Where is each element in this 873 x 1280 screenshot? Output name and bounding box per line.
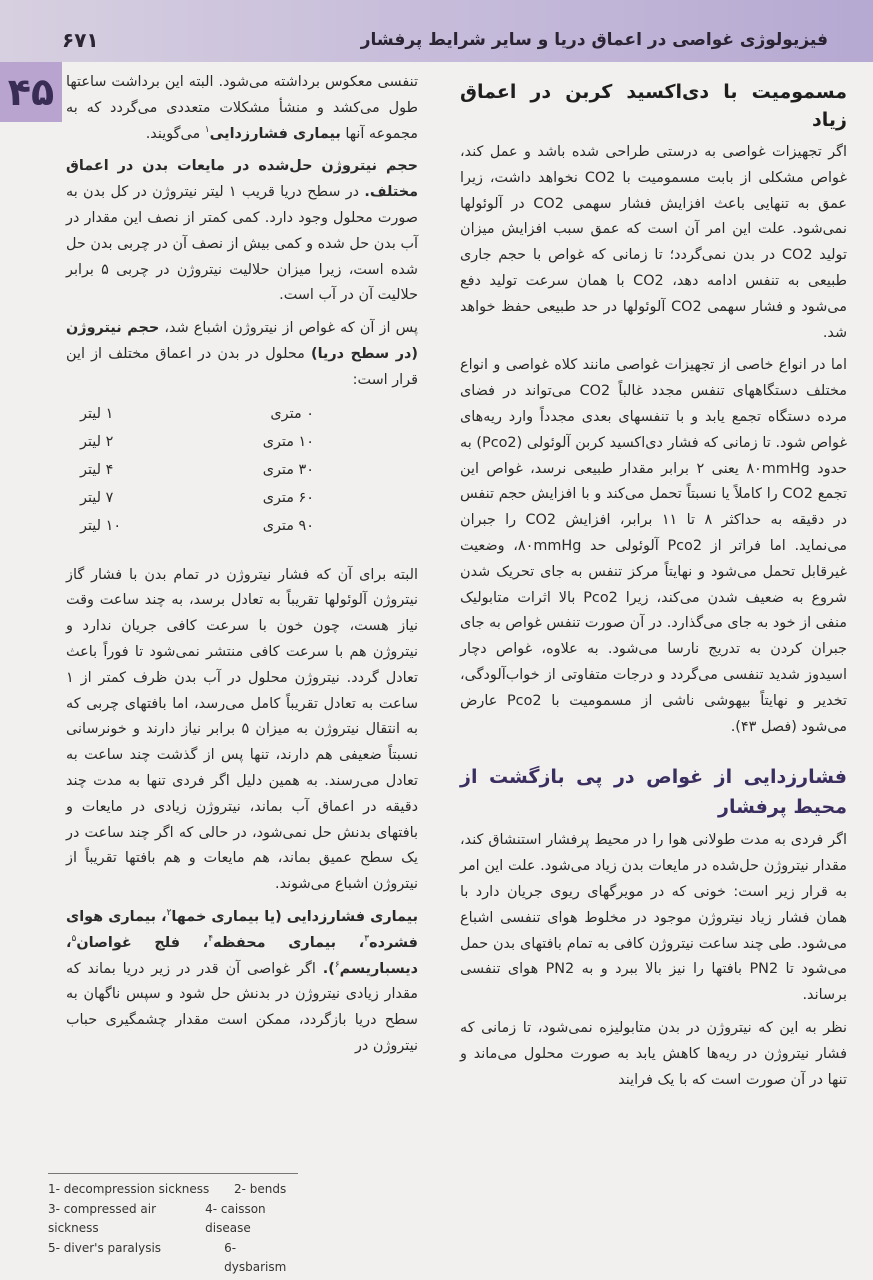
text: اگر غواصی آن قدر در زیر دریا بماند که مقدار زیادی نیتروژن در بدنش حل شود و سپس ناگهان به سطح دریا بازگردد، ممکن است مقدار چشمگیری حباب نیتروژن در <box>66 960 418 1054</box>
footnote: 2- bends <box>234 1182 287 1196</box>
section-heading-decompression: فشارزدایی از غواص در پی بازگشت از محیط پرفشار <box>460 766 847 819</box>
depth-cell: ۹۰ متری <box>262 517 314 534</box>
depth-cell: ۶۰ متری <box>262 489 314 506</box>
term: ، بیماری هوای فشرده <box>66 908 418 951</box>
paragraph: اگر تجهیزات غواصی به درستی طراحی شده باشد و عمل کند، غواص مشکلی از بابت مسمومیت با CO2 نخواهد داشت، زیرا عمق به تنهایی باعث افزایش فشار سهمی CO2 در آلوئولها نمی‌شود. علت این امر آن است که عمق سبب افزایش میزان تولید CO2 در بدن نمی‌گردد؛ تا زمانی که غواص با حجم جاری طبیعی به تنفس ادامه دهد، CO2 با همان سرعت تولید دفع می‌شود و فشار سهمی CO2 آلوئولها در حد طبیعی حفظ خواهد شد. <box>460 144 848 341</box>
depth-cell: ۱۰ متری <box>262 433 314 450</box>
page-header <box>0 0 873 62</box>
footnote: 5- diver's paralysis <box>48 1240 162 1255</box>
table-row <box>72 401 410 429</box>
paragraph <box>66 70 418 147</box>
right-column <box>460 70 847 1100</box>
footnote-row <box>48 1239 298 1278</box>
text: می‌گویند. <box>145 125 205 142</box>
footnote-ref: ۱ <box>204 124 210 135</box>
text: پس از آن که غواص از نیتروژن اشباع شد، <box>159 320 418 337</box>
table-row <box>72 457 410 485</box>
footnote-row <box>48 1200 298 1239</box>
footnote: 3- compressed air sickness <box>48 1201 157 1235</box>
chapter-tab: ۴۵ <box>0 62 62 122</box>
volume-cell: ۲ لیتر <box>80 433 114 450</box>
footnote: 1- decompression sickness <box>48 1182 210 1196</box>
paragraph <box>66 154 418 309</box>
term: بیماری فشارزدایی <box>209 125 341 142</box>
text: در سطح دریا قریب ۱ لیتر نیتروژن در کل بدن به صورت محلول وجود دارد. کمی کمتر از نصف این مقدار در آب بدن حل شده و کمی بیش از نصف آن در چربی بدن حل شده است، زیرا میزان حلالیت نیتروژن در چربی ۵ برابر حلالیت آن در آب است. <box>66 184 418 304</box>
nitrogen-depth-table <box>72 401 410 541</box>
footnote-ref: ۶ <box>334 959 340 970</box>
paragraph: اگر فردی به مدت طولانی هوا را در محیط پرفشار استنشاق کند، مقدار نیتروژن حل‌شده در مایعات بدن زیاد می‌شود. علت این امر به قرار زیر است: خونی که در مویرگهای ریوی جریان دارد با همان فشار زیاد نیتروژن موجود در مخلوط هوای تنفسی اشباع می‌شود. طی چند ساعت نیتروژن کافی به تمام بافتهای بدن حمل می‌شود تا PN2 بافتها را نیز بالا ببرد و به PN2 هوای تنفسی برساند. <box>460 832 847 1004</box>
term: ، فلج غواصان <box>76 934 209 951</box>
volume-cell: ۱۰ لیتر <box>80 517 122 534</box>
run-in-heading: حجم نیتروژن حل‌شده در مایعات بدن در اعماق مختلف. <box>66 158 418 201</box>
footnotes <box>48 1173 298 1278</box>
paragraph <box>66 316 418 393</box>
running-title: فیزیولوژی غواصی در اعماق دریا و سایر شرایط پرفشار <box>360 30 828 50</box>
footnote-ref: ۳ <box>364 933 370 944</box>
text: تنفسی معکوس برداشته می‌شود. البته این برداشت ساعتها طول می‌کشد و منشأ مشکلات متعددی می‌گردد که به مجموعه آنها <box>66 74 418 142</box>
term: حجم نیتروژن (در سطح دریا) <box>66 320 418 362</box>
term: ، دیسباریسم <box>66 934 418 977</box>
paragraph: نظر به این که نیتروژن در بدن متابولیزه نمی‌شود، تا زمانی که فشار نیتروژن در ریه‌ها کاهش یابد به صورت محلول می‌ماند و تنها در آن صورت است که با یک فرایند <box>460 1019 847 1088</box>
depth-cell: ۰ متری <box>270 405 314 422</box>
footnote: 6- dysbarism <box>224 1240 287 1274</box>
volume-cell: ۴ لیتر <box>80 461 114 478</box>
footnote-row <box>48 1180 298 1200</box>
table-row <box>72 485 410 513</box>
paragraph: اما در انواع خاصی از تجهیزات غواصی مانند کلاه غواصی و انواع مختلف دستگاههای تنفس مجدد غالباً CO2 می‌تواند در فضای مرده دستگاه تجمع یابد و با تنفسهای بعدی مجدداً وارد ریه‌های غواص شود. تا زمانی که فشار دی‌اکسید کربن آلوئولی (Pco2) به حدود ۸۰mmHg یعنی ۲ برابر مقدار طبیعی نرسد، غواص این تجمع CO2 را کاملاً یا نسبتاً تحمل می‌کند و با افزایش حجم تنفس در دقیقه به حداکثر ۸ تا ۱۱ برابر، افزایش CO2 را جبران می‌نماید. اما فراتر از Pco2 آلوئولی حد ۸۰mmHg، وضعیت غیرقابل تحمل می‌شود و نهایتاً مرکز تنفس به جای تحریک شدن شروع به ضعیف شدن می‌کند، زیرا Pco2 بالا اثرات متابولیک منفی از خود به جای می‌گذارد. در آن صورت تنفس غواص به جای جبران کردن به تدریج نارسا می‌شود. به علاوه، غواص دچار اسیدوز شدید تنفسی می‌گردد و درجات متفاوتی از خواب‌آلودگی، تخدیر و نهایتاً بیهوشی ناشی از مسمومیت با Pco2 عارض می‌شود (فصل ۴۳). <box>460 357 848 735</box>
footnote: 4- caisson disease <box>205 1201 266 1235</box>
page-number: ۶۷۱ <box>62 28 99 52</box>
term: ، بیماری محفظه <box>213 934 365 951</box>
volume-cell: ۷ لیتر <box>80 489 114 506</box>
table-row <box>72 429 410 457</box>
footnote-ref: ۲ <box>166 908 172 919</box>
table-row <box>72 513 410 541</box>
depth-cell: ۳۰ متری <box>262 461 314 478</box>
text: محلول در بدن در اعماق مختلف از این قرار است: <box>66 345 418 388</box>
section-heading-co2: مسمومیت با دی‌اکسید کربن در اعماق زیاد <box>460 81 847 131</box>
term: بیماری فشارزدایی (یا بیماری خمها <box>171 908 418 925</box>
footnote-ref: ۵ <box>71 933 77 944</box>
left-column <box>66 70 418 1067</box>
volume-cell: ۱ لیتر <box>80 405 114 422</box>
paragraph <box>66 905 418 1060</box>
footnote-ref: ۴ <box>208 933 214 944</box>
term: ). <box>322 960 335 977</box>
paragraph: البته برای آن که فشار نیتروژن در تمام بدن با فشار گاز نیتروژن آلوئولها تقریباً به تعادل برسد، به چند ساعت وقت نیاز هست، چون خون با سرعت کافی جریان ندارد و نیتروژن هم با سرعت کافی منتشر نمی‌شود تا فوراً باعث تعادل گردد. نیتروژن محلول در آب بدن ظرف کمتر از ۱ ساعت به تعادل تقریباً کامل می‌رسد، اما بافتهای چربی که به انتقال نیتروژن به میزان ۵ برابر نیاز دارند و خونرسانی نسبتاً ضعیفی هم دارند، تنها پس از گذشت چند ساعت به تعادل می‌رسند. به همین دلیل اگر فردی تنها به مدت چند دقیقه در اعماق آب بماند، نیتروژن زیادی در مایعات و بافتهای بدنش حل نمی‌شود، در حالی که اگر چند ساعت در یک سطح عمیق بماند، هم مایعات و هم بافتها تقریباً از نیتروژن اشباع می‌شوند. <box>66 566 419 893</box>
